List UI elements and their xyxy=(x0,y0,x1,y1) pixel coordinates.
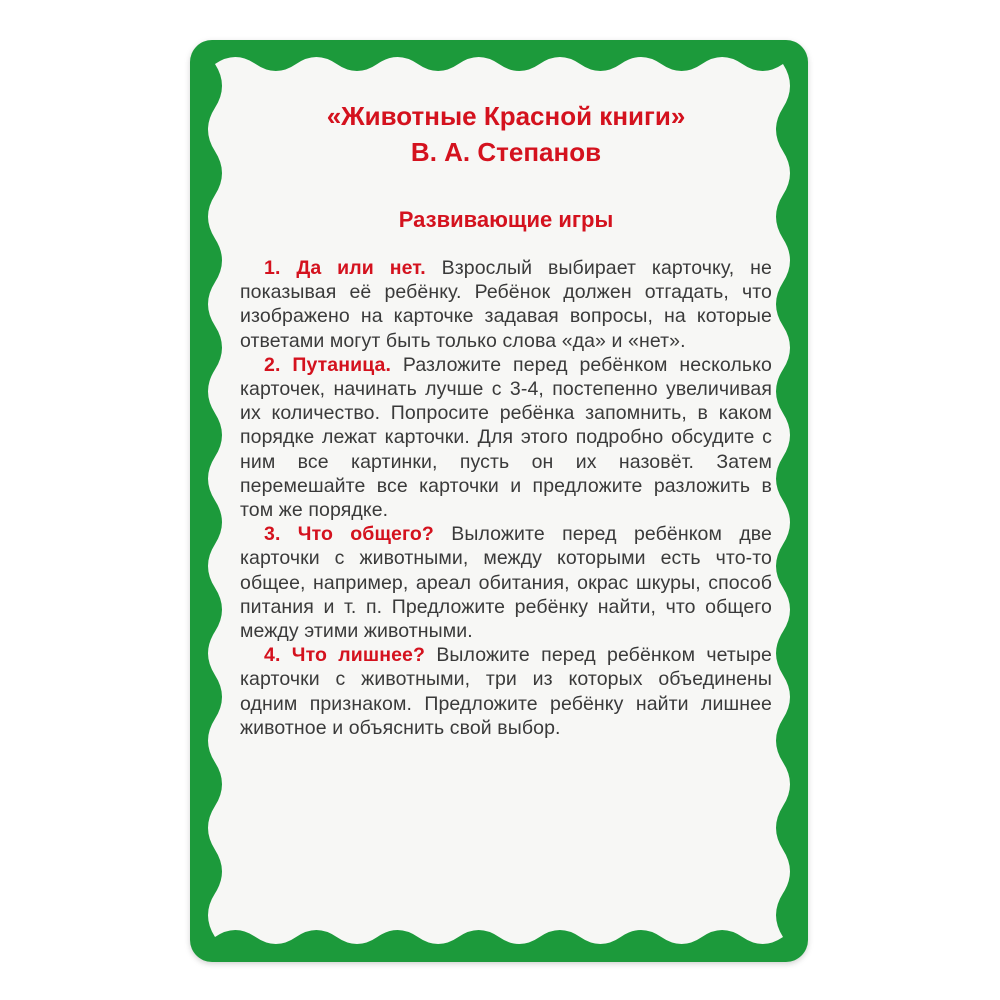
game-heading: 1. Да или нет. xyxy=(264,257,426,279)
game-item xyxy=(240,522,772,643)
card-content xyxy=(240,98,772,740)
game-text: Разложите перед ребёнком несколько карточек, начинать лучше с 3-4, постепенно увеличивая их количество. Попросите ребёнка запомнить, в каком порядке лежат карточки. Для этого подробно обсудите с ним все картинки, пусть он их назовёт. Затем перемешайте все карточки и предложите разложить в том же порядке. xyxy=(240,353,772,522)
game-text: Выложите перед ребёнком четыре карточки с животными, три из которых объединены одним признаком. Предложите ребёнку найти лишнее животное и объяснить свой выбор. xyxy=(240,644,772,739)
title-line-2: В. А. Степанов xyxy=(410,137,602,167)
title-line-1: «Животные Красной книги» xyxy=(326,101,686,131)
game-heading: 3. Что общего? xyxy=(264,523,434,546)
game-text: Выложите перед ребёнком две карточки с животными, между которыми есть что-то общее, например, ареал обитания, окрас шкуры, способ питания и т. п. Предложите ребёнку найти, что общего между этими животными. xyxy=(240,523,772,643)
game-item xyxy=(240,256,772,353)
section-heading: Развивающие игры xyxy=(398,207,614,232)
game-text: Взрослый выбирает карточку, не показывая её ребёнку. Ребёнок должен отгадать, что изображено на карточке задавая вопросы, на которые ответами могут быть только слова «да» и «нет». xyxy=(240,257,772,352)
game-heading: 2. Путаница. xyxy=(264,353,391,376)
game-item xyxy=(240,353,772,522)
game-heading: 4. Что лишнее? xyxy=(264,644,425,667)
game-item xyxy=(240,643,772,740)
card-title xyxy=(240,98,772,170)
